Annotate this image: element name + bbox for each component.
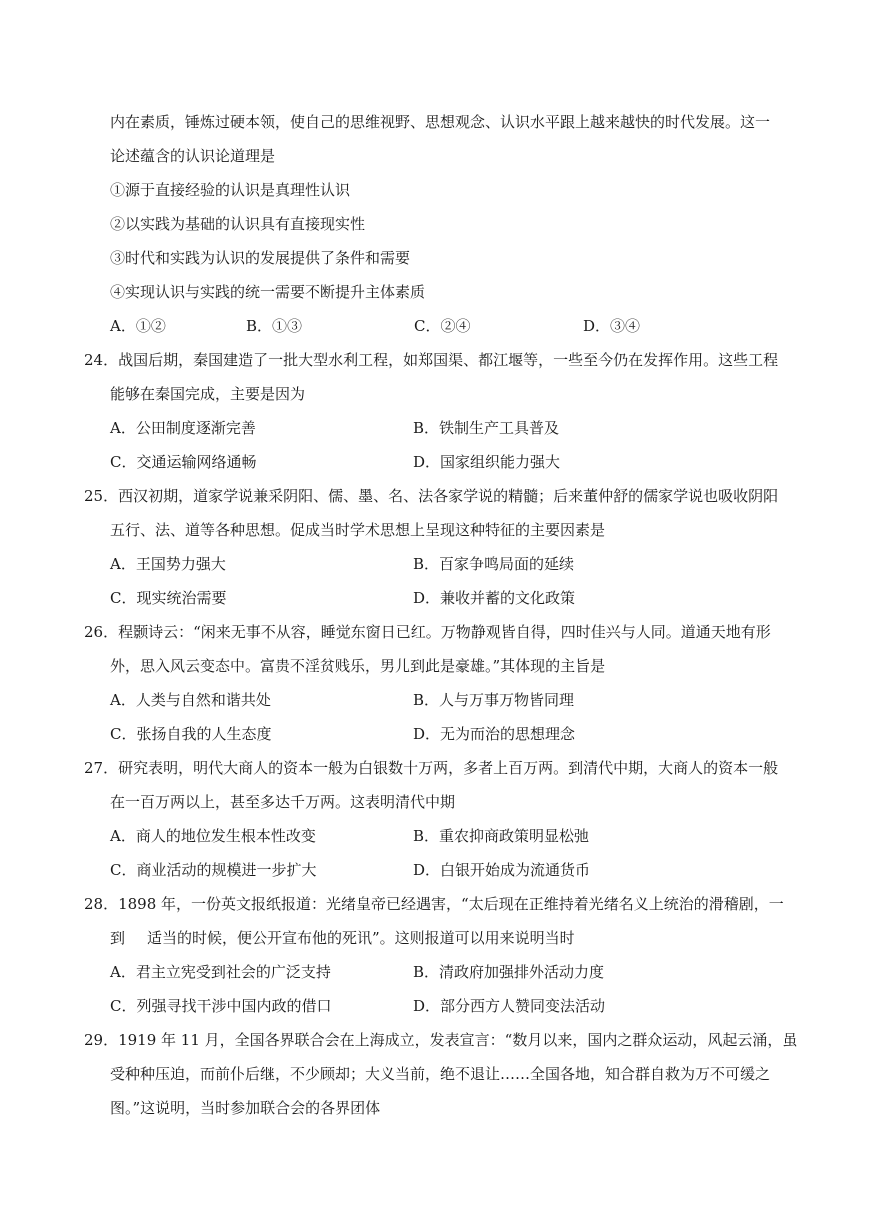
q26-option-b: B．人与万事万物皆同理 xyxy=(413,691,575,709)
q28-stem-line-2-start: 到 xyxy=(110,929,126,947)
q26-option-d: D．无为而治的思想理念 xyxy=(413,725,576,743)
q23-statement-4: ④实现认识与实践的统一需要不断提升主体素质 xyxy=(110,283,426,301)
q28-option-c: C．列强寻找干涉中国内政的借口 xyxy=(110,997,332,1015)
q26-stem-line-2: 外，思入风云变态中。富贵不淫贫贱乐，男儿到此是豪雄。”其体现的主旨是 xyxy=(110,657,606,675)
q27-stem-line-2: 在一百万两以上，甚至多达千万两。这表明清代中期 xyxy=(110,793,456,811)
q25-option-c: C．现实统治需要 xyxy=(110,589,227,607)
q24-stem-line-2: 能够在秦国完成，主要是因为 xyxy=(110,385,306,403)
q27-stem-line-1: 27．研究表明，明代大商人的资本一般为白银数十万两，多者上百万两。到清代中期，大商人的资本一般 xyxy=(84,759,779,777)
q28-option-b: B．清政府加强排外活动力度 xyxy=(413,963,605,981)
q24-option-c: C．交通运输网络通畅 xyxy=(110,453,257,471)
q26-option-c: C．张扬自我的人生态度 xyxy=(110,725,272,743)
q23-option-b: B．①③ xyxy=(246,317,303,335)
q27-option-b: B．重农抑商政策明显松弛 xyxy=(413,827,590,845)
q27-option-a: A．商人的地位发生根本性改变 xyxy=(110,827,316,845)
q29-stem-line-3: 图。”这说明，当时参加联合会的各界团体 xyxy=(110,1099,381,1117)
q26-option-a: A．人类与自然和谐共处 xyxy=(110,691,271,709)
q23-text-line-2: 论述蕴含的认识论道理是 xyxy=(110,147,276,165)
q25-option-a: A．王国势力强大 xyxy=(110,555,226,573)
q27-option-d: D．白银开始成为流通货币 xyxy=(413,861,591,879)
q24-option-a: A．公田制度逐渐完善 xyxy=(110,419,256,437)
q28-option-d: D．部分西方人赞同变法活动 xyxy=(413,997,606,1015)
q23-option-a: A．①② xyxy=(110,317,166,335)
q28-option-a: A．君主立宪受到社会的广泛支持 xyxy=(110,963,331,981)
q23-statement-2: ②以实践为基础的认识具有直接现实性 xyxy=(110,215,366,233)
q25-stem-line-1: 25．西汉初期，道家学说兼采阴阳、儒、墨、名、法各家学说的精髓；后来董仲舒的儒家学说也吸收阴阳 xyxy=(84,487,779,505)
q23-statement-3: ③时代和实践为认识的发展提供了条件和需要 xyxy=(110,249,411,267)
q28-stem-line-2-rest: 适当的时候，便公开宣布他的死讯”。这则报道可以用来说明当时 xyxy=(147,929,575,947)
q25-option-d: D．兼收并蓄的文化政策 xyxy=(413,589,576,607)
q28-stem-line-1: 28．1898 年，一份英文报纸报道：光绪皇帝已经遇害，“太后现在正维持着光绪名义上统治的滑稽剧，一 xyxy=(84,895,784,913)
q26-stem-line-1: 26．程颢诗云：“闲来无事不从容，睡觉东窗日已红。万物静观皆自得，四时佳兴与人同。道通天地有形 xyxy=(84,623,771,641)
q29-stem-line-1: 29．1919 年 11 月，全国各界联合会在上海成立，发表宣言：“数月以来，国内之群众运动，风起云涌，虽 xyxy=(84,1031,798,1049)
q23-text-line-1: 内在素质，锤炼过硬本领，使自己的思维视野、思想观念、认识水平跟上越来越快的时代发展。这一 xyxy=(110,113,771,131)
q25-stem-line-2: 五行、法、道等各种思想。促成当时学术思想上呈现这种特征的主要因素是 xyxy=(110,521,606,539)
q29-stem-line-2: 受种种压迫，而前仆后继，不少顾却；大义当前，绝不退让……全国各地，知合群自救为万不可缓之 xyxy=(110,1065,771,1083)
q28-stem-line-2 xyxy=(110,928,575,948)
q23-option-c: C．②④ xyxy=(414,317,471,335)
q23-option-d: D．③④ xyxy=(583,317,641,335)
q27-option-c: C．商业活动的规模进一步扩大 xyxy=(110,861,317,879)
q24-option-b: B．铁制生产工具普及 xyxy=(413,419,560,437)
q25-option-b: B．百家争鸣局面的延续 xyxy=(413,555,575,573)
q24-option-d: D．国家组织能力强大 xyxy=(413,453,561,471)
q23-statement-1: ①源于直接经验的认识是真理性认识 xyxy=(110,181,351,199)
q24-stem-line-1: 24．战国后期，秦国建造了一批大型水利工程，如郑国渠、都江堰等，一些至今仍在发挥作用。这些工程 xyxy=(84,351,779,369)
